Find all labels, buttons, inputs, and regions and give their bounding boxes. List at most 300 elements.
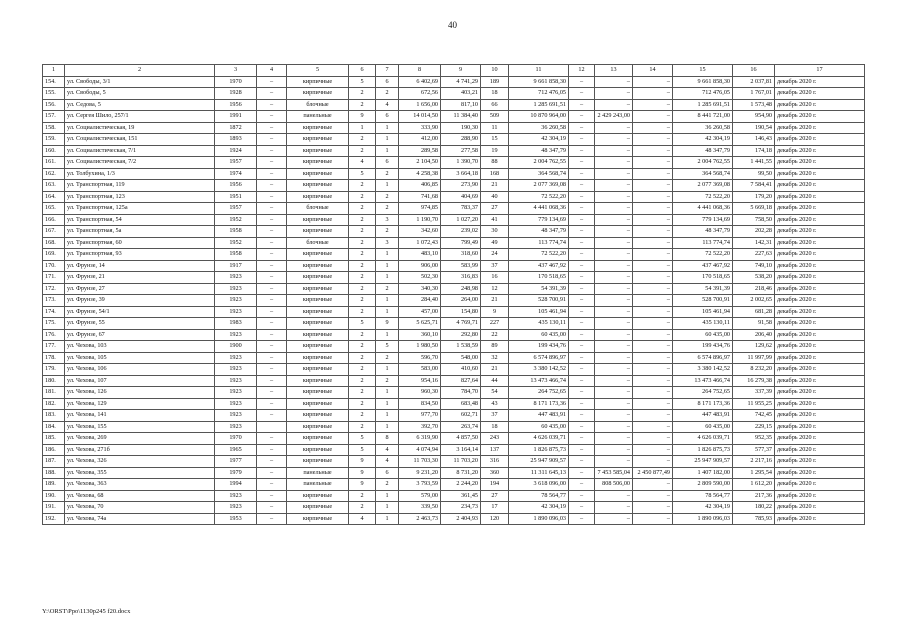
table-cell: 1 [376,295,399,307]
table-cell: декабрь 2020 г. [775,467,865,479]
table-cell: 1 [376,490,399,502]
table-cell: 199 434,76 [673,341,733,353]
table-cell: ул. Чехова, 105 [65,352,215,364]
table-cell: 273,90 [441,180,481,192]
table-cell: декабрь 2020 г. [775,513,865,525]
table-cell: 2 002,65 [733,295,775,307]
table-cell: 113 774,74 [673,237,733,249]
table-cell: 4 258,38 [399,168,441,180]
table-cell: 1923 [215,295,257,307]
housing-table [42,64,865,525]
table-cell: – [569,76,595,88]
table-cell: 16 279,38 [733,375,775,387]
column-header: 8 [399,65,441,77]
table-cell: 190. [43,490,65,502]
table-cell: 1991 [215,111,257,123]
table-cell: – [569,433,595,445]
table-cell: 749,10 [733,260,775,272]
table-cell: декабрь 2020 г. [775,168,865,180]
table-cell: 227,63 [733,249,775,261]
table-cell: 741,68 [399,191,441,203]
table-cell: 2 809 590,00 [673,479,733,491]
table-cell: – [257,157,287,169]
table-cell: 1923 [215,490,257,502]
table-cell: 159. [43,134,65,146]
table-cell: 11 311 645,13 [509,467,569,479]
table-cell: – [595,203,633,215]
table-cell: 437 467,92 [673,260,733,272]
table-row [43,157,865,169]
table-cell: 1 538,59 [441,341,481,353]
table-cell: 712 476,05 [509,88,569,100]
column-header: 15 [673,65,733,77]
table-cell: декабрь 2020 г. [775,318,865,330]
table-cell: панельные [287,467,349,479]
table-cell: – [257,341,287,353]
table-cell: кирпичные [287,398,349,410]
table-header-row [43,65,865,77]
table-cell: кирпичные [287,157,349,169]
table-cell: декабрь 2020 г. [775,410,865,422]
table-cell: 447 483,91 [509,410,569,422]
table-cell: 5 [349,168,376,180]
table-cell: 2 [376,375,399,387]
table-cell: 184. [43,421,65,433]
table-cell: – [569,157,595,169]
table-cell: 11 997,99 [733,352,775,364]
table-cell: декабрь 2020 г. [775,88,865,100]
table-cell: – [569,203,595,215]
table-cell: 169. [43,249,65,261]
table-cell: 333,90 [399,122,441,134]
table-cell: – [257,329,287,341]
table-cell: 4 626 039,71 [509,433,569,445]
table-cell: – [633,214,673,226]
table-cell: декабрь 2020 г. [775,191,865,203]
table-cell: декабрь 2020 г. [775,226,865,238]
table-cell: ул. Социалистическая, 7/1 [65,145,215,157]
table-cell: кирпичные [287,364,349,376]
table-cell: кирпичные [287,145,349,157]
table-cell: 785,93 [733,513,775,525]
table-cell: 337,39 [733,387,775,399]
table-cell: – [595,341,633,353]
table-cell: 27 [481,490,509,502]
table-cell: – [569,272,595,284]
table-cell: 2 [349,88,376,100]
table-cell: 162. [43,168,65,180]
table-cell: 799,49 [441,237,481,249]
table-cell: кирпичные [287,260,349,272]
table-cell: 808 506,00 [595,479,633,491]
table-cell: 3 618 096,00 [509,479,569,491]
table-cell: 360 [481,467,509,479]
table-cell: 1893 [215,134,257,146]
table-cell: 1 [376,272,399,284]
table-cell: 1952 [215,214,257,226]
table-cell: 1923 [215,283,257,295]
table-cell: – [633,203,673,215]
table-cell: 2 [349,329,376,341]
table-cell: 1 027,20 [441,214,481,226]
table-cell: кирпичные [287,180,349,192]
table-cell: 217,36 [733,490,775,502]
table-cell: – [633,352,673,364]
table-cell: 361,45 [441,490,481,502]
table-cell: ул. Чехова, 126 [65,387,215,399]
table-cell: – [257,134,287,146]
table-cell: – [569,410,595,422]
table-cell: 24 [481,249,509,261]
table-cell: 27 [481,203,509,215]
table-cell: кирпичные [287,76,349,88]
table-cell: 1923 [215,272,257,284]
table-cell: – [257,237,287,249]
table-row [43,226,865,238]
table-cell: – [633,180,673,192]
table-cell: блочные [287,203,349,215]
table-cell: декабрь 2020 г. [775,295,865,307]
table-cell: – [257,444,287,456]
table-cell: – [257,479,287,491]
table-cell: – [595,283,633,295]
table-cell: 6 [376,111,399,123]
table-cell: – [257,249,287,261]
table-cell: 12 [481,283,509,295]
table-cell: 113 774,74 [509,237,569,249]
table-cell: – [257,203,287,215]
column-header: 9 [441,65,481,77]
table-cell: кирпичные [287,421,349,433]
table-cell: 6 402,69 [399,76,441,88]
table-cell: 9 [349,467,376,479]
table-cell: 1923 [215,352,257,364]
table-cell: 48 347,79 [509,145,569,157]
table-cell: – [257,122,287,134]
table-cell: – [569,398,595,410]
table-cell: 342,60 [399,226,441,238]
table-cell: 206,40 [733,329,775,341]
table-cell: 229,15 [733,421,775,433]
table-cell: 2 [349,341,376,353]
table-cell: 1994 [215,479,257,491]
table-cell: 89 [481,341,509,353]
table-cell: 316,83 [441,272,481,284]
table-cell: кирпичные [287,214,349,226]
table-cell: 1 [376,306,399,318]
table-cell: – [257,513,287,525]
table-cell: 779 134,69 [509,214,569,226]
table-cell: 91,58 [733,318,775,330]
table-cell: 42 304,19 [509,502,569,514]
table-cell: – [569,180,595,192]
table-row [43,421,865,433]
table-cell: – [569,490,595,502]
table-cell: 60 435,00 [509,329,569,341]
table-cell: – [595,433,633,445]
table-cell: кирпичные [287,444,349,456]
table-cell: 1970 [215,433,257,445]
table-cell: – [595,329,633,341]
table-cell: ул. Транспортная, 5а [65,226,215,238]
table-cell: 170 518,65 [673,272,733,284]
table-cell: декабрь 2020 г. [775,490,865,502]
table-row [43,260,865,272]
table-cell: кирпичные [287,226,349,238]
table-cell: 834,50 [399,398,441,410]
table-cell: 54 391,39 [673,283,733,295]
table-cell: декабрь 2020 г. [775,122,865,134]
table-cell: – [257,306,287,318]
table-cell: 1923 [215,306,257,318]
table-row [43,490,865,502]
table-row [43,134,865,146]
table-cell: 1872 [215,122,257,134]
table-cell: 2 404,93 [441,513,481,525]
table-cell: 2 217,16 [733,456,775,468]
table-cell: – [257,260,287,272]
table-cell: 4 [349,513,376,525]
table-cell: 2 [349,410,376,422]
table-cell: ул. Фрунзе, 55 [65,318,215,330]
table-cell: 406,85 [399,180,441,192]
table-row [43,88,865,100]
table-cell: 1924 [215,145,257,157]
table-cell: 72 522,20 [509,249,569,261]
table-cell: декабрь 2020 г. [775,444,865,456]
table-cell: 340,30 [399,283,441,295]
table-cell: 3 380 142,52 [509,364,569,376]
table-cell: ул. Чехова, 155 [65,421,215,433]
table-cell: декабрь 2020 г. [775,237,865,249]
table-cell: – [257,318,287,330]
table-cell: ул. Чехова, 129 [65,398,215,410]
table-cell: 6 574 896,97 [509,352,569,364]
table-cell: – [257,191,287,203]
table-cell: 2 [349,191,376,203]
table-cell: – [633,249,673,261]
table-cell: ул. Чехова, 103 [65,341,215,353]
table-cell: 977,70 [399,410,441,422]
table-cell: 8 171 173,36 [673,398,733,410]
table-cell: ул. Свободы, 5 [65,88,215,100]
table-cell: – [257,502,287,514]
table-cell: ул. Транспортная, 54 [65,214,215,226]
column-header: 10 [481,65,509,77]
table-row [43,214,865,226]
column-header: 3 [215,65,257,77]
table-cell: ул. Транспортная, 60 [65,237,215,249]
table-cell: 2 [349,226,376,238]
table-cell: 2 [376,191,399,203]
table-cell: 37 [481,260,509,272]
table-cell: декабрь 2020 г. [775,479,865,491]
table-cell: 178. [43,352,65,364]
table-cell: – [633,134,673,146]
table-cell: 583,99 [441,260,481,272]
table-cell: 248,98 [441,283,481,295]
table-row [43,467,865,479]
table-cell: ул. Сергея Шило, 257/1 [65,111,215,123]
table-cell: – [633,456,673,468]
table-cell: 579,00 [399,490,441,502]
table-cell: 189. [43,479,65,491]
table-cell: 2 [376,226,399,238]
table-cell: – [595,513,633,525]
table-cell: 175. [43,318,65,330]
table-cell: 2 [349,249,376,261]
table-cell: – [595,444,633,456]
table-cell: 161. [43,157,65,169]
table-cell: 1983 [215,318,257,330]
table-cell: кирпичные [287,168,349,180]
table-cell: 2 037,81 [733,76,775,88]
table-cell: 105 461,94 [509,306,569,318]
table-cell: 1 767,01 [733,88,775,100]
table-cell: 2 [349,237,376,249]
table-cell: 21 [481,180,509,192]
table-cell: 1952 [215,237,257,249]
table-cell: 88 [481,157,509,169]
table-cell: – [595,387,633,399]
table-cell: – [595,191,633,203]
table-row [43,76,865,88]
table-cell: 9 [376,318,399,330]
table-cell: 779 134,69 [673,214,733,226]
table-cell: – [595,99,633,111]
table-cell: кирпичные [287,88,349,100]
table-cell: – [633,191,673,203]
table-cell: – [633,398,673,410]
table-cell: 277,58 [441,145,481,157]
table-cell: 364 568,74 [509,168,569,180]
table-cell: 6 [376,467,399,479]
table-cell: ул. Транспортная, 119 [65,180,215,192]
table-cell: 1953 [215,513,257,525]
table-cell: 11 955,25 [733,398,775,410]
table-cell: 158. [43,122,65,134]
table-cell: ул. Чехова, 107 [65,375,215,387]
table-cell: 2 [349,99,376,111]
table-cell: 1917 [215,260,257,272]
table-cell: ул. Транспортная, 125а [65,203,215,215]
table-cell: 1 [376,145,399,157]
table-cell: ул. Фрунзе, 54/1 [65,306,215,318]
table-cell: 11 [481,122,509,134]
table-cell: 4 626 039,71 [673,433,733,445]
table-cell: – [633,329,673,341]
table-cell: – [569,88,595,100]
table-cell: 412,00 [399,134,441,146]
table-cell: 1 890 096,03 [673,513,733,525]
table-cell: 1957 [215,203,257,215]
table-cell: 2 [349,180,376,192]
table-cell: – [595,306,633,318]
table-cell: 171. [43,272,65,284]
table-cell: 6 [376,157,399,169]
table-cell: – [257,145,287,157]
table-cell: 2 [376,479,399,491]
table-cell: 22 [481,329,509,341]
table-cell: 712 476,05 [673,88,733,100]
table-row [43,237,865,249]
table-row [43,295,865,307]
column-header: 1 [43,65,65,77]
table-cell: 8 171 173,36 [509,398,569,410]
table-cell: кирпичные [287,122,349,134]
table-cell: – [257,272,287,284]
table-cell: 404,69 [441,191,481,203]
table-cell: 2 104,50 [399,157,441,169]
table-cell: 1900 [215,341,257,353]
table-cell: 447 483,91 [673,410,733,422]
table-cell: 60 435,00 [673,329,733,341]
table-cell: 264,00 [441,295,481,307]
table-cell: 4 074,94 [399,444,441,456]
table-cell: 30 [481,226,509,238]
table-cell: – [257,76,287,88]
table-cell: 784,70 [441,387,481,399]
table-cell: декабрь 2020 г. [775,272,865,284]
table-cell: 2 [376,168,399,180]
table-cell: кирпичные [287,456,349,468]
table-cell: декабрь 2020 г. [775,157,865,169]
table-cell: – [257,467,287,479]
table-cell: – [569,260,595,272]
table-cell: 166. [43,214,65,226]
table-cell: – [633,306,673,318]
table-cell: – [633,479,673,491]
table-cell: декабрь 2020 г. [775,203,865,215]
table-cell: 1957 [215,157,257,169]
table-cell: 284,40 [399,295,441,307]
table-cell: ул. Транспортная, 123 [65,191,215,203]
table-cell: 2 [349,306,376,318]
table-cell: 1974 [215,168,257,180]
table-cell: – [595,76,633,88]
table-cell: – [257,295,287,307]
table-cell: – [633,421,673,433]
table-cell: 681,28 [733,306,775,318]
table-cell: – [257,168,287,180]
table-cell: – [633,122,673,134]
table-cell: 3 664,18 [441,168,481,180]
table-cell: ул. Фрунзе, 21 [65,272,215,284]
table-cell: 4 [376,444,399,456]
table-cell: – [633,444,673,456]
table-cell: 170 518,65 [509,272,569,284]
table-cell: декабрь 2020 г. [775,352,865,364]
housing-table-container [42,64,864,525]
table-cell: кирпичные [287,502,349,514]
table-cell: 1977 [215,456,257,468]
column-header: 12 [569,65,595,77]
table-cell: 1923 [215,387,257,399]
table-cell: – [569,214,595,226]
table-cell: – [595,260,633,272]
table-cell: 160. [43,145,65,157]
table-cell: – [257,99,287,111]
table-cell: 165. [43,203,65,215]
table-cell: 2 [349,490,376,502]
table-cell: – [633,410,673,422]
table-cell: – [569,306,595,318]
table-cell: 1965 [215,444,257,456]
table-cell: кирпичные [287,341,349,353]
table-cell: – [569,513,595,525]
table-cell: – [257,88,287,100]
table-cell: 1 [376,387,399,399]
